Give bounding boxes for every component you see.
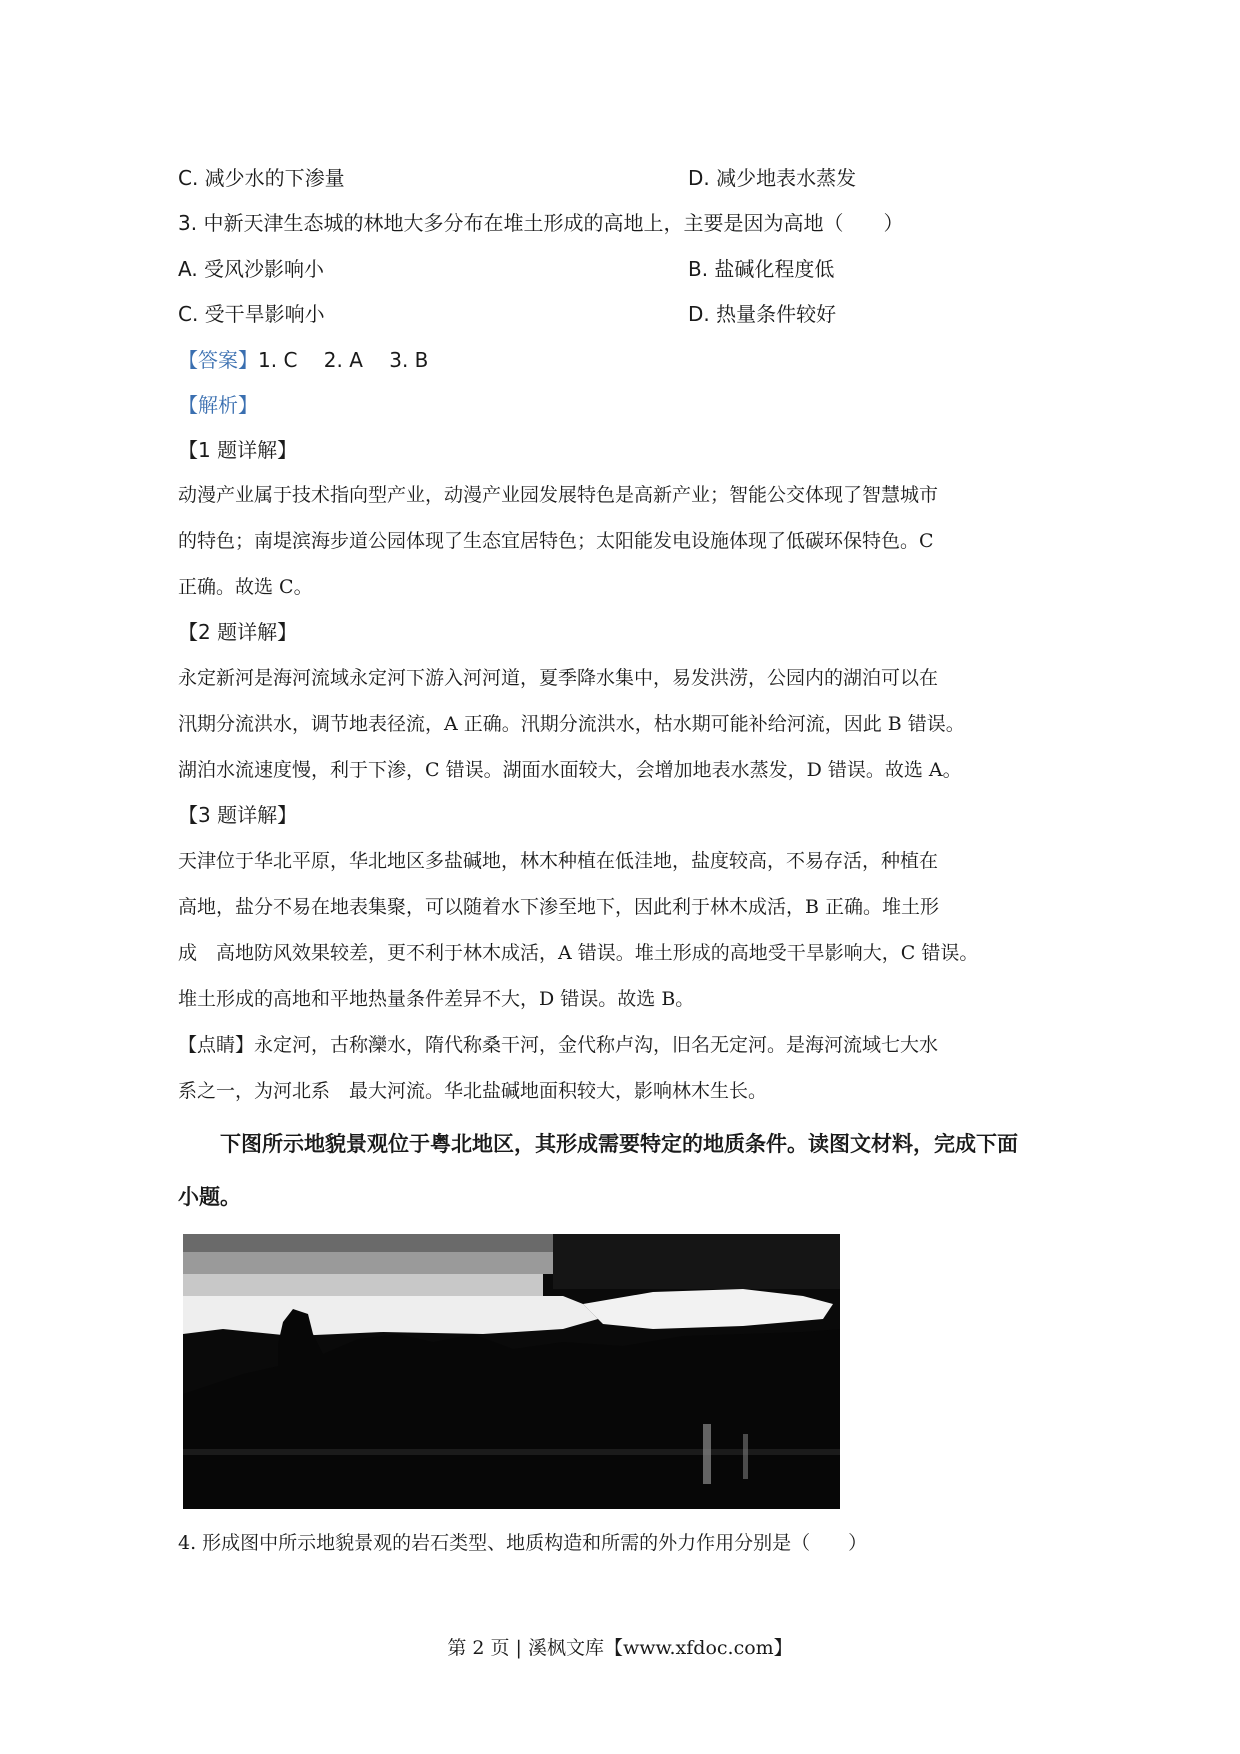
answer-label: 【答案】	[178, 348, 258, 372]
q3-option-d: D. 热量条件较好	[688, 302, 837, 326]
answer-text: 1. C 2. A 3. B	[258, 348, 429, 372]
q3-option-a: A. 受风沙影响小	[178, 257, 325, 281]
q4-stem: 4. 形成图中所示地貌景观的岩石类型、地质构造和所需的外力作用分别是（ ）	[178, 1532, 868, 1554]
detail-3-line: 成 高地防风效果较差，更不利于林木成活，A 错误。堆土形成的高地受干旱影响大，C 错误。	[178, 942, 979, 964]
key-point-line: 【点睛】永定河，古称灤水，隋代称桑干河，金代称卢沟，旧名无定河。是海河流域七大水	[178, 1034, 939, 1056]
detail-1-line: 的特色；南堤滨海步道公园体现了生态宜居特色；太阳能发电设施体现了低碳环保特色。C	[178, 530, 934, 552]
landform-photo	[183, 1234, 840, 1509]
q3-option-b: B. 盐碱化程度低	[688, 257, 835, 281]
answer-line	[178, 345, 428, 375]
detail-1-line: 正确。故选 C。	[178, 576, 313, 598]
intro-line: 下图所示地貌景观位于粤北地区，其形成需要特定的地质条件。读图文材料，完成下面	[220, 1132, 1018, 1156]
detail-3-line: 堆土形成的高地和平地热量条件差异不大，D 错误。故选 B。	[178, 988, 695, 1010]
q2-option-d: D. 减少地表水蒸发	[688, 166, 857, 190]
detail-3-line: 高地，盐分不易在地表集聚，可以随着水下渗至地下，因此利于林木成活，B 正确。堆土形	[178, 896, 940, 918]
detail-2-line: 汛期分流洪水，调节地表径流，A 正确。汛期分流洪水，枯水期可能补给河流，因此 B 错误。	[178, 713, 965, 735]
page-footer: 第 2 页 | 溪枫文库【www.xfdoc.com】	[447, 1637, 793, 1659]
detail-2-line: 湖泊水流速度慢，利于下渗，C 错误。湖面水面较大，会增加地表水蒸发，D 错误。故选 A。	[178, 759, 962, 781]
detail-1-title: 【1 题详解】	[178, 438, 298, 462]
analysis-label: 【解析】	[178, 393, 258, 417]
detail-2-title: 【2 题详解】	[178, 620, 298, 644]
detail-1-line: 动漫产业属于技术指向型产业，动漫产业园发展特色是高新产业；智能公交体现了智慧城市	[178, 484, 939, 506]
detail-2-line: 永定新河是海河流域永定河下游入河河道，夏季降水集中，易发洪涝，公园内的湖泊可以在	[178, 667, 939, 689]
q3-stem: 3. 中新天津生态城的林地大多分布在堆土形成的高地上，主要是因为高地（ ）	[178, 211, 904, 235]
detail-3-line: 天津位于华北平原，华北地区多盐碱地，林木种植在低洼地，盐度较高，不易存活，种植在	[178, 850, 939, 872]
key-point-line: 系之一，为河北系 最大河流。华北盐碱地面积较大，影响林木生长。	[178, 1080, 768, 1102]
detail-3-title: 【3 题详解】	[178, 803, 298, 827]
q2-option-c: C. 减少水的下渗量	[178, 166, 345, 190]
q3-option-c: C. 受干旱影响小	[178, 302, 325, 326]
intro-line: 小题。	[178, 1185, 241, 1209]
